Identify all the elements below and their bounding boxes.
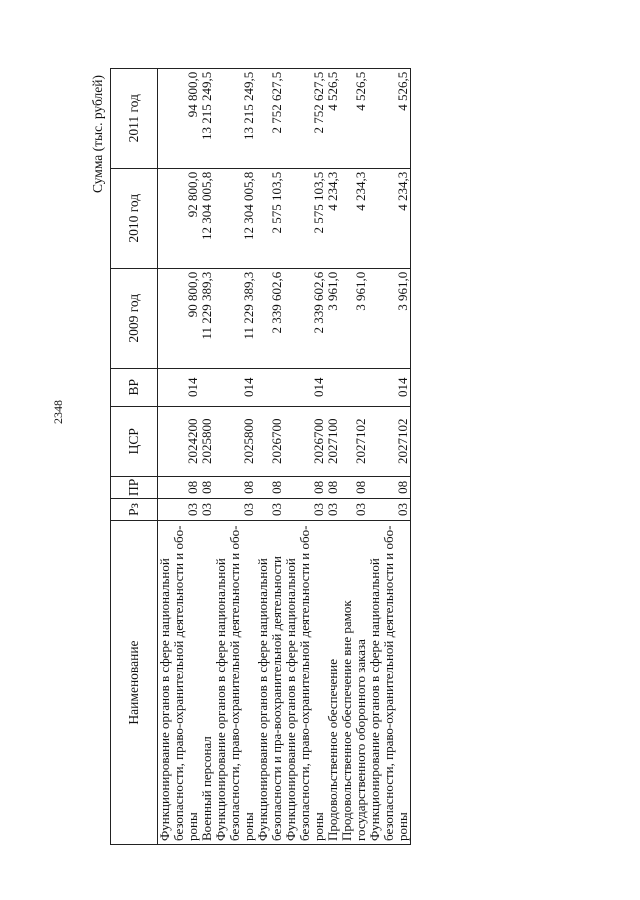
cell-pr: 08 <box>340 476 368 498</box>
cell-name: Военный персонал <box>200 521 214 845</box>
cell-vr: 014 <box>284 368 326 406</box>
table-row <box>158 68 201 844</box>
cell-y2009: 11 229 389,3 <box>214 268 256 368</box>
cell-rz: 03 <box>368 499 411 521</box>
cell-y2010: 4 234,3 <box>368 168 411 268</box>
cell-y2009: 2 339 602,6 <box>284 268 326 368</box>
cell-y2009: 2 339 602,6 <box>256 268 284 368</box>
cell-pr: 08 <box>368 476 411 498</box>
table-row <box>368 68 411 844</box>
cell-y2011: 2 752 627,5 <box>284 68 326 168</box>
cell-y2011: 2 752 627,5 <box>256 68 284 168</box>
cell-csr: 2027102 <box>368 406 411 476</box>
cell-y2011: 4 526,5 <box>326 68 340 168</box>
cell-rz: 03 <box>214 499 256 521</box>
cell-rz: 03 <box>284 499 326 521</box>
cell-pr: 08 <box>214 476 256 498</box>
cell-csr: 2024200 <box>158 406 201 476</box>
cell-rz: 03 <box>326 499 340 521</box>
table-row <box>200 68 214 844</box>
cell-name: Функционирование органов в сфере национальной безопасности, право-охранительной деятельности и обо-роны <box>368 521 411 845</box>
cell-vr: 014 <box>214 368 256 406</box>
header-rz: Рз <box>111 499 158 521</box>
cell-y2010: 12 304 005,8 <box>200 168 214 268</box>
cell-y2010: 92 800,0 <box>158 168 201 268</box>
budget-sheet <box>90 65 560 845</box>
cell-pr: 08 <box>284 476 326 498</box>
cell-vr <box>256 368 284 406</box>
cell-rz: 03 <box>158 499 201 521</box>
cell-y2009: 3 961,0 <box>326 268 340 368</box>
cell-name: Продовольственное обеспечение вне рамок государственного оборонного заказа <box>340 521 368 845</box>
cell-name: Функционирование органов в сфере национальной безопасности, право-охранительной деятельности и обо-роны <box>284 521 326 845</box>
cell-vr <box>340 368 368 406</box>
cell-y2010: 12 304 005,8 <box>214 168 256 268</box>
cell-pr: 08 <box>256 476 284 498</box>
header-2011: 2011 год <box>111 68 158 168</box>
header-pr: ПР <box>111 476 158 498</box>
cell-y2010: 2 575 103,5 <box>256 168 284 268</box>
cell-vr <box>200 368 214 406</box>
header-vr: ВР <box>111 368 158 406</box>
cell-y2010: 4 234,3 <box>340 168 368 268</box>
cell-csr: 2027100 <box>326 406 340 476</box>
cell-y2009: 11 229 389,3 <box>200 268 214 368</box>
budget-table <box>110 68 411 845</box>
cell-y2009: 3 961,0 <box>368 268 411 368</box>
header-2010: 2010 год <box>111 168 158 268</box>
cell-y2011: 4 526,5 <box>368 68 411 168</box>
cell-vr: 014 <box>158 368 201 406</box>
cell-pr: 08 <box>326 476 340 498</box>
header-csr: ЦСР <box>111 406 158 476</box>
cell-name: Функционирование органов в сфере национальной безопасности, право-охранительной деятельности и обо-роны <box>214 521 256 845</box>
cell-y2009: 3 961,0 <box>340 268 368 368</box>
cell-rz: 03 <box>340 499 368 521</box>
cell-pr: 08 <box>158 476 201 498</box>
table-row <box>326 68 340 844</box>
table-row <box>284 68 326 844</box>
cell-csr: 2025800 <box>214 406 256 476</box>
cell-csr: 2026700 <box>256 406 284 476</box>
unit-caption: Сумма (тыс. рублей) <box>90 75 105 193</box>
cell-name: Продовольственное обеспечение <box>326 521 340 845</box>
table-header-row <box>111 68 158 844</box>
cell-vr <box>326 368 340 406</box>
table-row <box>340 68 368 844</box>
cell-name: Функционирование органов в сфере национальной безопасности, право-охранительной деятельности и обо-роны <box>158 521 201 845</box>
cell-y2011: 4 526,5 <box>340 68 368 168</box>
cell-rz: 03 <box>256 499 284 521</box>
cell-rz: 03 <box>200 499 214 521</box>
cell-name: Функционирование органов в сфере национальной безопасности и пра-воохранительной деятельности <box>256 521 284 845</box>
cell-y2010: 2 575 103,5 <box>284 168 326 268</box>
cell-vr: 014 <box>368 368 411 406</box>
cell-y2011: 13 215 249,5 <box>214 68 256 168</box>
header-2009: 2009 год <box>111 268 158 368</box>
cell-y2011: 94 800,0 <box>158 68 201 168</box>
table-row <box>256 68 284 844</box>
header-name: Наименование <box>111 521 158 845</box>
table-row <box>214 68 256 844</box>
cell-csr: 2027102 <box>340 406 368 476</box>
cell-pr: 08 <box>200 476 214 498</box>
cell-y2009: 90 800,0 <box>158 268 201 368</box>
cell-csr: 2026700 <box>284 406 326 476</box>
page-number: 2348 <box>51 400 65 424</box>
cell-y2011: 13 215 249,5 <box>200 68 214 168</box>
cell-y2010: 4 234,3 <box>326 168 340 268</box>
cell-csr: 2025800 <box>200 406 214 476</box>
